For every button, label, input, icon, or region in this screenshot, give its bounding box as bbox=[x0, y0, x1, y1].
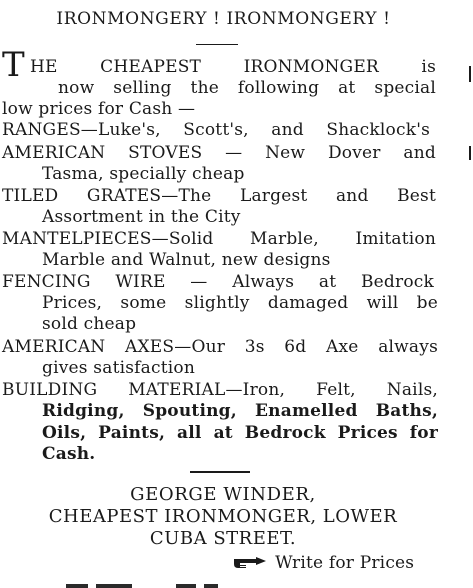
item-ranges-line-1: RANGES—Luke's, Scott's, and Shacklock's bbox=[2, 120, 430, 140]
right-margin-mark-1 bbox=[469, 66, 471, 82]
ad-heading: IRONMONGERY ! IRONMONGERY ! bbox=[56, 9, 391, 29]
item-mantelpieces-line-1: MANTELPIECES—Solid Marble, Imitation bbox=[2, 229, 436, 249]
footer-text: Write for Prices bbox=[275, 552, 415, 573]
pointing-hand-icon bbox=[232, 555, 270, 571]
cutoff-fragment-1 bbox=[66, 584, 88, 588]
item-mantelpieces-line-2: Marble and Walnut, new designs bbox=[42, 250, 331, 270]
item-stoves-line-2: Tasma, specially cheap bbox=[42, 164, 245, 184]
item-grates-line-1: TILED GRATES—The Largest and Best bbox=[2, 186, 436, 206]
item-building-line-4: Cash. bbox=[42, 444, 96, 464]
right-margin-mark-2 bbox=[469, 146, 471, 160]
item-axes-line-1: AMERICAN AXES—Our 3s 6d Axe always bbox=[2, 337, 438, 357]
signature-name: GEORGE WINDER, bbox=[130, 484, 316, 505]
intro-line-1: HE CHEAPEST IRONMONGER is bbox=[30, 57, 436, 77]
item-building-line-1: BUILDING MATERIAL—Iron, Felt, Nails, bbox=[2, 380, 438, 400]
intro-line-2: now selling the following at special bbox=[58, 78, 436, 98]
heading-rule bbox=[196, 44, 238, 45]
item-fencing-line-2: Prices, some slightly damaged will be bbox=[42, 293, 438, 313]
cutoff-fragment-2 bbox=[96, 584, 132, 588]
item-axes-line-2: gives satisfaction bbox=[42, 358, 195, 378]
signature-street: CUBA STREET. bbox=[149, 528, 297, 549]
cutoff-fragment-4 bbox=[204, 584, 218, 588]
cutoff-fragment-3 bbox=[176, 584, 196, 588]
signature-rule bbox=[190, 471, 250, 473]
drop-cap: T bbox=[2, 45, 25, 85]
footer bbox=[232, 552, 414, 574]
item-stoves-line-1: AMERICAN STOVES — New Dover and bbox=[2, 143, 436, 163]
item-grates-line-2: Assortment in the City bbox=[42, 207, 241, 227]
item-fencing-line-3: sold cheap bbox=[42, 314, 137, 334]
signature-title: CHEAPEST IRONMONGER, LOWER bbox=[48, 506, 398, 527]
item-building-line-3: Oils, Paints, all at Bedrock Prices for bbox=[42, 423, 438, 443]
item-building-line-2: Ridging, Spouting, Enamelled Baths, bbox=[42, 401, 438, 421]
intro-line-3: low prices for Cash — bbox=[2, 99, 196, 119]
item-fencing-line-1: FENCING WIRE — Always at Bedrock bbox=[2, 272, 434, 292]
